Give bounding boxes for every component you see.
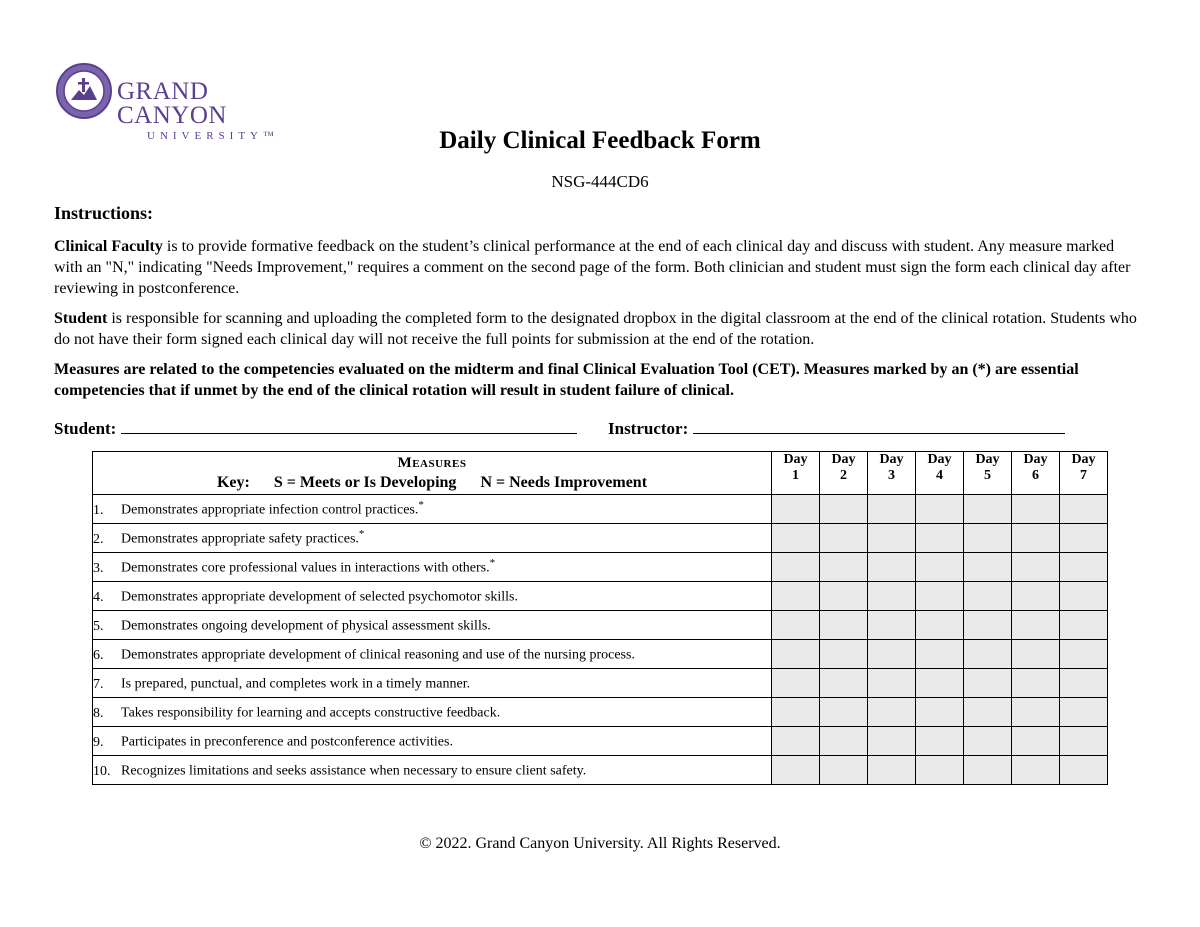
faculty-text: is to provide formative feedback on the student’s clinical performance at the end of each clinical day and discuss with student. Any measure marked with an "N," indicating "Needs Improvement," requires a comment on the second page of the form. Both clinician and student must sign the form each clinical day after reviewing in postconference.	[54, 238, 1131, 297]
table-row	[93, 756, 1108, 785]
measure-number: 6.	[93, 647, 104, 663]
day-number: 5	[984, 468, 991, 483]
measure-number: 3.	[93, 560, 104, 576]
day-cell[interactable]	[1012, 698, 1060, 727]
measure-text: Participates in preconference and postconference activities.	[121, 734, 453, 750]
day-cell[interactable]	[820, 495, 868, 524]
day-header-2	[820, 452, 868, 495]
day-cell[interactable]	[820, 756, 868, 785]
day-label: Day	[783, 452, 808, 467]
measures-title: Measures	[397, 454, 467, 471]
day-label: Day	[1071, 452, 1096, 467]
day-cell[interactable]	[820, 727, 868, 756]
day-cell[interactable]	[772, 727, 820, 756]
day-header-5	[964, 452, 1012, 495]
key-n: N = Needs Improvement	[480, 473, 648, 491]
day-header-4	[916, 452, 964, 495]
logo-name: GRAND CANYON	[117, 78, 227, 129]
gcu-seal-icon	[55, 62, 113, 120]
day-label: Day	[879, 452, 904, 467]
day-header-3	[868, 452, 916, 495]
day-cell[interactable]	[1012, 756, 1060, 785]
day-cell[interactable]	[916, 669, 964, 698]
day-cell[interactable]	[1012, 640, 1060, 669]
student-lead: Student	[54, 310, 108, 327]
day-header-7	[1060, 452, 1108, 495]
day-cell[interactable]	[1012, 669, 1060, 698]
day-cell[interactable]	[916, 727, 964, 756]
day-cell[interactable]	[868, 669, 916, 698]
instructor-label: Instructor:	[608, 419, 689, 438]
faculty-lead: Clinical Faculty	[54, 238, 163, 255]
measure-number: 2.	[93, 531, 104, 547]
measure-number: 10.	[93, 763, 111, 779]
table-row	[93, 524, 1108, 553]
day-cell[interactable]	[964, 495, 1012, 524]
day-cell[interactable]	[772, 582, 820, 611]
measure-cell	[93, 727, 772, 756]
day-cell[interactable]	[820, 524, 868, 553]
day-cell[interactable]	[868, 756, 916, 785]
day-cell[interactable]	[772, 553, 820, 582]
measure-cell	[93, 553, 772, 582]
measure-text: Demonstrates appropriate development of selected psychomotor skills.	[121, 589, 518, 605]
measure-number: 5.	[93, 618, 104, 634]
day-cell[interactable]	[916, 611, 964, 640]
measure-text: Is prepared, punctual, and completes work in a timely manner.	[121, 676, 471, 692]
day-cell[interactable]	[772, 640, 820, 669]
table-row	[93, 582, 1108, 611]
measure-text: Demonstrates appropriate safety practices.	[121, 531, 359, 547]
measure-text: Demonstrates ongoing development of physical assessment skills.	[121, 618, 491, 634]
day-cell[interactable]	[1012, 524, 1060, 553]
day-cell[interactable]	[1060, 640, 1108, 669]
day-cell[interactable]	[772, 495, 820, 524]
day-cell[interactable]	[1060, 582, 1108, 611]
instructor-signature	[608, 419, 1065, 439]
day-cell[interactable]	[1060, 524, 1108, 553]
student-signature-line[interactable]	[121, 419, 577, 434]
measure-cell	[93, 640, 772, 669]
measures-header	[93, 452, 772, 495]
day-cell[interactable]	[916, 495, 964, 524]
key-label: Key:	[216, 473, 250, 491]
form-title: Daily Clinical Feedback Form	[439, 127, 761, 154]
measure-number: 4.	[93, 589, 104, 605]
day-cell[interactable]	[964, 582, 1012, 611]
measure-cell	[93, 611, 772, 640]
table-row	[93, 640, 1108, 669]
measure-text: Demonstrates appropriate infection control practices.	[121, 502, 419, 518]
day-cell[interactable]	[964, 669, 1012, 698]
day-cell[interactable]	[820, 582, 868, 611]
day-cell[interactable]	[868, 495, 916, 524]
day-cell[interactable]	[916, 524, 964, 553]
table-row	[93, 698, 1108, 727]
day-label: Day	[975, 452, 1000, 467]
measure-cell	[93, 756, 772, 785]
day-cell[interactable]	[1060, 756, 1108, 785]
day-cell[interactable]	[1060, 553, 1108, 582]
measure-text: Takes responsibility for learning and accepts constructive feedback.	[121, 705, 501, 721]
day-cell[interactable]	[964, 698, 1012, 727]
day-cell[interactable]	[964, 553, 1012, 582]
day-cell[interactable]	[868, 640, 916, 669]
day-cell[interactable]	[1060, 727, 1108, 756]
day-number: 2	[840, 468, 847, 483]
day-cell[interactable]	[868, 698, 916, 727]
measure-cell	[93, 524, 772, 553]
measure-cell	[93, 698, 772, 727]
student-instructions	[54, 308, 1144, 350]
measure-number: 9.	[93, 734, 104, 750]
day-cell[interactable]	[964, 640, 1012, 669]
table-header-row	[93, 452, 1108, 495]
day-cell[interactable]	[820, 698, 868, 727]
day-number: 3	[888, 468, 895, 483]
measure-cell	[93, 495, 772, 524]
day-cell[interactable]	[1012, 553, 1060, 582]
measure-cell	[93, 669, 772, 698]
day-cell[interactable]	[964, 756, 1012, 785]
table-row	[93, 611, 1108, 640]
student-text: is responsible for scanning and uploading the completed form to the designated dropbox in the digital classroom at the end of the clinical rotation. Students who do not have their form signed each clinical day will not receive the full points for submission at the end of the rotation.	[54, 310, 1137, 348]
course-code: NSG-444CD6	[551, 172, 649, 191]
measures-table	[92, 451, 1108, 785]
day-cell[interactable]	[1060, 495, 1108, 524]
table-row	[93, 495, 1108, 524]
day-cell[interactable]	[916, 640, 964, 669]
day-header-1	[772, 452, 820, 495]
day-number: 4	[936, 468, 943, 483]
day-number: 1	[792, 468, 799, 483]
table-row	[93, 553, 1108, 582]
day-header-6	[1012, 452, 1060, 495]
measure-text: Recognizes limitations and seeks assistance when necessary to ensure client safety.	[121, 763, 587, 779]
essential-marker: *	[358, 528, 365, 541]
measure-text: Demonstrates appropriate development of clinical reasoning and use of the nursing process.	[121, 647, 635, 663]
day-cell[interactable]	[868, 553, 916, 582]
instructions-heading: Instructions:	[54, 203, 154, 223]
day-cell[interactable]	[820, 553, 868, 582]
student-signature	[54, 419, 577, 439]
day-cell[interactable]	[868, 582, 916, 611]
day-cell[interactable]	[964, 611, 1012, 640]
essential-marker: *	[489, 557, 496, 570]
day-label: Day	[1023, 452, 1048, 467]
day-cell[interactable]	[1012, 727, 1060, 756]
day-cell[interactable]	[772, 698, 820, 727]
day-cell[interactable]	[868, 727, 916, 756]
day-cell[interactable]	[772, 756, 820, 785]
day-cell[interactable]	[772, 669, 820, 698]
logo-subtitle: UNIVERSITY™	[147, 130, 279, 142]
day-cell[interactable]	[1012, 582, 1060, 611]
day-label: Day	[927, 452, 952, 467]
day-cell[interactable]	[1060, 669, 1108, 698]
day-cell[interactable]	[868, 611, 916, 640]
day-cell[interactable]	[868, 524, 916, 553]
day-cell[interactable]	[916, 553, 964, 582]
measure-number: 8.	[93, 705, 104, 721]
key-s: S = Meets or Is Developing	[273, 473, 457, 491]
day-cell[interactable]	[772, 611, 820, 640]
student-label: Student:	[54, 419, 117, 438]
measure-text: Demonstrates core professional values in interactions with others.	[121, 560, 490, 576]
measure-number: 7.	[93, 676, 104, 692]
day-cell[interactable]	[916, 698, 964, 727]
day-cell[interactable]	[820, 640, 868, 669]
day-cell[interactable]	[820, 669, 868, 698]
instructor-signature-line[interactable]	[693, 419, 1065, 434]
measure-number: 1.	[93, 502, 104, 518]
day-cell[interactable]	[964, 727, 1012, 756]
day-label: Day	[831, 452, 856, 467]
day-cell[interactable]	[1012, 611, 1060, 640]
copyright-footer: © 2022. Grand Canyon University. All Rights Reserved.	[419, 835, 781, 852]
gcu-logo	[55, 62, 315, 142]
essential-marker: *	[418, 499, 424, 512]
table-row	[93, 669, 1108, 698]
day-cell[interactable]	[1012, 495, 1060, 524]
day-cell[interactable]	[916, 756, 964, 785]
measures-note: Measures are related to the competencies evaluated on the midterm and final Clinical Evaluation Tool (CET). Measures marked by an (*) are essential competencies that if unmet by the end of the clinical rotation will result in student failure of clinical.	[54, 361, 1079, 399]
measures-key	[93, 474, 771, 492]
day-cell[interactable]	[820, 611, 868, 640]
day-cell[interactable]	[1060, 611, 1108, 640]
day-cell[interactable]	[916, 582, 964, 611]
table-row	[93, 727, 1108, 756]
day-number: 6	[1032, 468, 1039, 483]
day-cell[interactable]	[772, 524, 820, 553]
faculty-instructions	[54, 236, 1144, 299]
day-cell[interactable]	[1060, 698, 1108, 727]
measure-cell	[93, 582, 772, 611]
day-cell[interactable]	[964, 524, 1012, 553]
day-number: 7	[1080, 468, 1087, 483]
